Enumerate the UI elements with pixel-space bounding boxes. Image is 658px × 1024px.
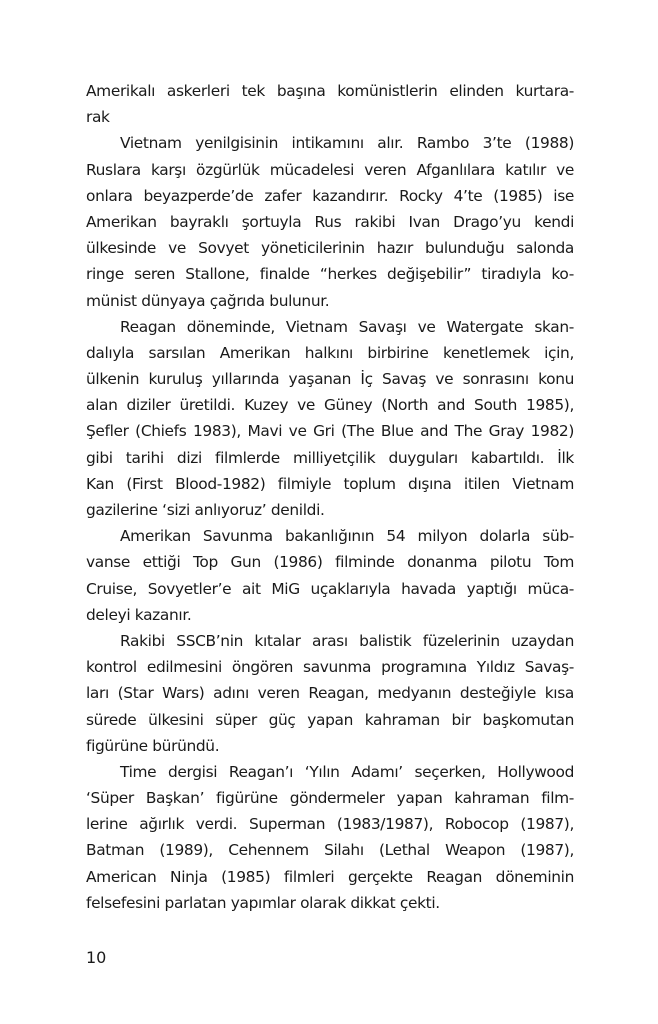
text-line: felsefesini parlatan yapımlar olarak dikkat çekti.	[86, 893, 440, 912]
text-line: deleyi kazanır.	[86, 605, 192, 624]
text-line: gibi tarihi dizi filmlerde milliyetçilik duyguları kabartıldı. İlk	[86, 448, 574, 467]
text-line: Cruise, Sovyetler’e ait MiG uçaklarıyla havada yaptığı müca-	[86, 579, 574, 598]
text-line: kontrol edilmesini öngören savunma programına Yıldız Savaş-	[86, 658, 574, 677]
text-line: Rakibi SSCB’nin kıtalar arası balistik füzelerinin uzaydan	[120, 631, 574, 650]
text-line: ülkesinde ve Sovyet yöneticilerinin hazır bulunduğu salonda	[86, 239, 574, 258]
text-line: ları (Star Wars) adını veren Reagan, medyanın desteğiyle kısa	[86, 684, 574, 703]
paragraph	[86, 523, 574, 628]
text-line: Batman (1989), Cehennem Silahı (Lethal Weapon (1987),	[86, 841, 574, 860]
paragraph	[86, 628, 574, 759]
text-line: figürüne büründü.	[86, 736, 220, 755]
text-line: alan diziler üretildi. Kuzey ve Güney (North and South 1985),	[86, 396, 574, 415]
text-line: sürede ülkesini süper güç yapan kahraman bir başkomutan	[86, 710, 574, 729]
text-line: Kan (First Blood-1982) filmiyle toplum dışına itilen Vietnam	[86, 474, 574, 493]
text-line: Amerikalı askerleri tek başına komünistlerin elinden kurtara-	[86, 82, 574, 100]
paragraph	[86, 130, 574, 313]
text-line: American Ninja (1985) filmleri gerçekte Reagan döneminin	[86, 867, 574, 886]
paragraph	[86, 78, 574, 130]
text-line: ülkenin kuruluş yıllarında yaşanan İç Savaş ve sonrasını konu	[86, 370, 574, 389]
paragraph	[86, 314, 574, 524]
text-line: ringe seren Stallone, finalde “herkes değişebilir” tiradıyla ko-	[86, 265, 574, 284]
text-line: Ruslara karşı özgürlük mücadelesi veren Afganlılara katılır ve	[86, 160, 574, 179]
text-line: Amerikan Savunma bakanlığının 54 milyon dolarla süb-	[120, 527, 574, 546]
text-line: onlara beyazperde’de zafer kazandırır. Rocky 4’te (1985) ise	[86, 186, 574, 205]
text-line: gazilerine ‘sizi anlıyoruz’ denildi.	[86, 501, 325, 519]
text-line: ‘Süper Başkan’ figürüne göndermeler yapan kahraman film-	[86, 789, 574, 808]
text-line: dalıyla sarsılan Amerikan halkını birbirine kenetlemek için,	[86, 343, 574, 362]
text-line: Amerikan bayraklı şortuyla Rus rakibi Ivan Drago’yu kendi	[86, 212, 574, 231]
text-line: lerine ağırlık verdi. Superman (1983/1987), Robocop (1987),	[86, 815, 574, 834]
body-text	[86, 78, 574, 916]
text-line: vanse ettiği Top Gun (1986) filminde donanma pilotu Tom	[86, 553, 574, 572]
text-line: Time dergisi Reagan’ı ‘Yılın Adamı’ seçerken, Hollywood	[120, 762, 574, 781]
text-line: Reagan döneminde, Vietnam Savaşı ve Watergate skan-	[120, 317, 574, 336]
text-line: Şefler (Chiefs 1983), Mavi ve Gri (The Blue and The Gray 1982)	[86, 422, 574, 441]
text-line: münist dünyaya çağrıda bulunur.	[86, 291, 330, 310]
text-line: rak	[86, 108, 110, 127]
page-number: 10	[86, 948, 107, 967]
text-line: Vietnam yenilgisinin intikamını alır. Rambo 3’te (1988)	[120, 134, 574, 153]
paragraph	[86, 759, 574, 916]
